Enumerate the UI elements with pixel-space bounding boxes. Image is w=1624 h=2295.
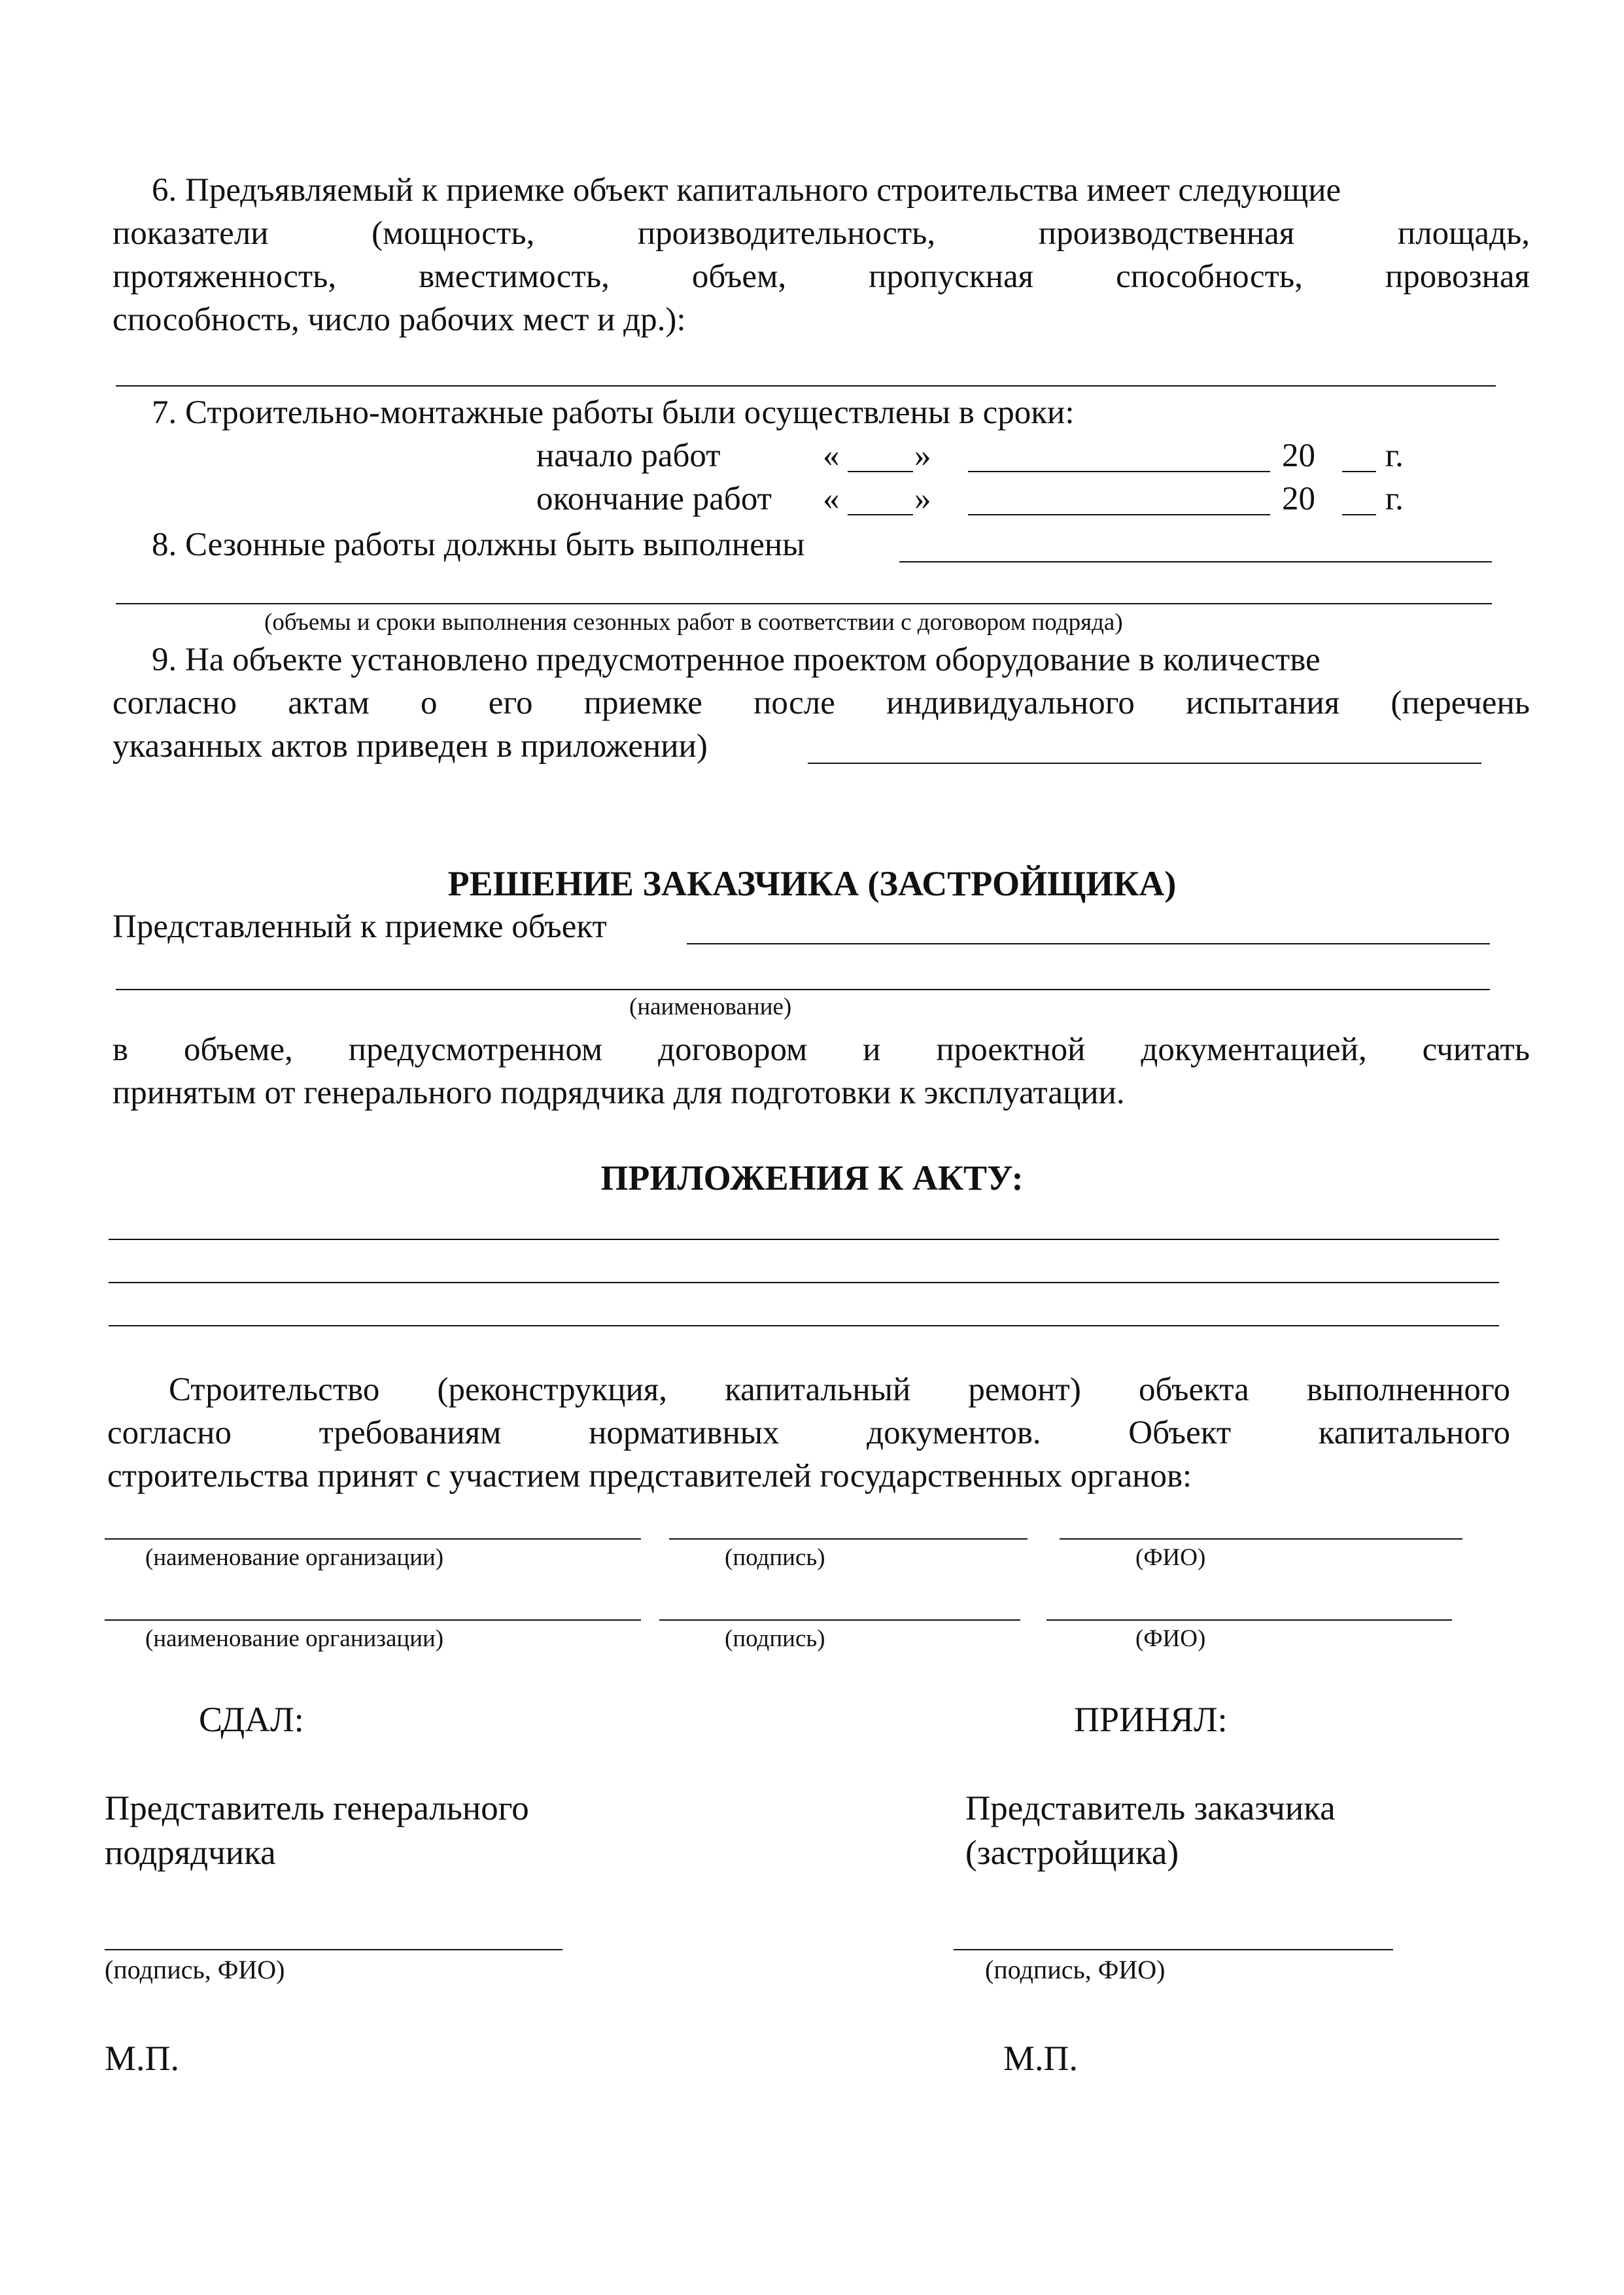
start-day-field[interactable] bbox=[848, 471, 913, 472]
gov-org-caption-2: (наименование организации) bbox=[145, 1625, 444, 1652]
customer-stamp: М.П. bbox=[1003, 2039, 1079, 2078]
item8-fill-line-2[interactable] bbox=[116, 603, 1492, 604]
gov-org-caption-1: (наименование организации) bbox=[145, 1544, 444, 1571]
gov-fio-caption-1: (ФИО) bbox=[1135, 1544, 1206, 1571]
customer-rep-line2: (застройщика) bbox=[965, 1834, 1179, 1872]
decision-line1: в объеме, предусмотренном договором и проектной документацией, считать bbox=[112, 1031, 1530, 1068]
item7-title: 7. Строительно-монтажные работы были осуществлены в сроки: bbox=[152, 394, 1075, 431]
customer-sign-field[interactable] bbox=[954, 1949, 1393, 1950]
gov-sign-field-2[interactable] bbox=[659, 1619, 1020, 1621]
item6-line1: 6. Предъявляемый к приемке объект капитального строительства имеет следующие bbox=[152, 172, 1341, 209]
item6-line4: способность, число рабочих мест и др.): bbox=[112, 302, 686, 338]
gov-org-field-2[interactable] bbox=[105, 1619, 641, 1621]
contractor-rep-line1: Представитель генерального bbox=[105, 1789, 529, 1827]
item9-fill-line[interactable] bbox=[808, 763, 1481, 764]
start-year-prefix: 20 bbox=[1282, 438, 1315, 474]
gov-sign-caption-2: (подпись) bbox=[725, 1625, 825, 1652]
end-year-suffix: г. bbox=[1385, 481, 1404, 517]
start-year-suffix: г. bbox=[1385, 438, 1404, 474]
gov-sign-field-1[interactable] bbox=[669, 1538, 1028, 1540]
gov-org-field-1[interactable] bbox=[105, 1538, 641, 1540]
start-year-field[interactable] bbox=[1342, 471, 1376, 472]
decision-heading: РЕШЕНИЕ ЗАКАЗЧИКА (ЗАСТРОЙЩИКА) bbox=[447, 864, 1177, 903]
gov-sign-caption-1: (подпись) bbox=[725, 1544, 825, 1571]
object-name-field-2[interactable] bbox=[116, 989, 1490, 990]
name-caption: (наименование) bbox=[629, 993, 792, 1020]
item8-fill-line-1[interactable] bbox=[899, 561, 1492, 562]
appendix-line-2[interactable] bbox=[109, 1282, 1499, 1283]
item8-caption: (объемы и сроки выполнения сезонных работ в соответствии с договором подряда) bbox=[264, 609, 1123, 636]
end-month-field[interactable] bbox=[968, 514, 1270, 515]
accepted-title: ПРИНЯЛ: bbox=[1074, 1700, 1228, 1739]
appendix-line-1[interactable] bbox=[109, 1239, 1499, 1240]
construction-line3: строительства принят с участием представителей государственных органов: bbox=[107, 1458, 1192, 1494]
customer-rep-line1: Представитель заказчика bbox=[965, 1789, 1336, 1827]
object-name-field-1[interactable] bbox=[687, 943, 1490, 944]
contractor-sign-field[interactable] bbox=[105, 1949, 562, 1950]
start-quote-open: « bbox=[823, 438, 840, 474]
item9-line3: указанных актов приведен в приложении) bbox=[112, 728, 708, 765]
end-label: окончание работ bbox=[536, 481, 772, 517]
item9-line2: согласно актам о его приемке после индивидуального испытания (перечень bbox=[112, 685, 1530, 721]
start-month-field[interactable] bbox=[968, 471, 1270, 472]
end-year-prefix: 20 bbox=[1282, 481, 1315, 517]
gov-fio-field-1[interactable] bbox=[1060, 1538, 1462, 1540]
end-year-field[interactable] bbox=[1342, 514, 1376, 515]
object-label: Представленный к приемке объект bbox=[112, 908, 607, 945]
contractor-sign-caption: (подпись, ФИО) bbox=[105, 1955, 285, 1984]
gov-fio-caption-2: (ФИО) bbox=[1135, 1625, 1206, 1652]
contractor-rep-line2: подрядчика bbox=[105, 1834, 276, 1872]
start-quote-close: » bbox=[914, 438, 931, 474]
appendix-heading: ПРИЛОЖЕНИЯ К АКТУ: bbox=[600, 1158, 1024, 1198]
gov-fio-field-2[interactable] bbox=[1046, 1619, 1452, 1621]
appendix-line-3[interactable] bbox=[109, 1325, 1499, 1326]
customer-sign-caption: (подпись, ФИО) bbox=[985, 1955, 1166, 1984]
contractor-stamp: М.П. bbox=[105, 2039, 180, 2078]
end-quote-open: « bbox=[823, 481, 840, 517]
item6-line3: протяженность, вместимость, объем, пропускная способность, провозная bbox=[112, 258, 1530, 295]
handed-over-title: СДАЛ: bbox=[199, 1700, 304, 1739]
end-day-field[interactable] bbox=[848, 514, 913, 515]
decision-line2: принятым от генерального подрядчика для подготовки к эксплуатации. bbox=[112, 1075, 1125, 1111]
construction-line1: Строительство (реконструкция, капитальный ремонт) объекта выполненного bbox=[169, 1372, 1510, 1408]
item8-title: 8. Сезонные работы должны быть выполнены bbox=[152, 526, 805, 563]
construction-line2: согласно требованиям нормативных документов. Объект капитального bbox=[107, 1415, 1510, 1451]
item6-line2: показатели (мощность, производительность, производственная площадь, bbox=[112, 215, 1530, 252]
start-label: начало работ bbox=[536, 438, 721, 474]
end-quote-close: » bbox=[914, 481, 931, 517]
item9-line1: 9. На объекте установлено предусмотренное проектом оборудование в количестве bbox=[152, 642, 1321, 678]
item6-fill-line[interactable] bbox=[116, 385, 1496, 387]
